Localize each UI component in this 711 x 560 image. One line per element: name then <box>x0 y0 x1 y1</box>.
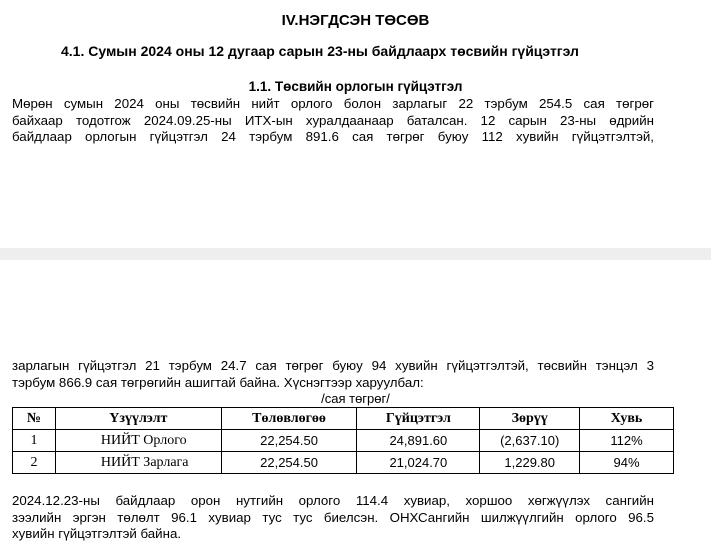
paragraph-line: 2024.12.23-ны байдлаар орон нутгийн орлого 114.4 хувиар, хоршоо хөгжүүлэх сангийн <box>12 493 654 508</box>
subsection-title: 4.1. Сумын 2024 оны 12 дугаар сарын 23-ны байдлаарх төсвийн гүйцэтгэл <box>61 43 579 59</box>
cell-indicator: НИЙТ Зарлага <box>55 452 221 474</box>
col-header-plan: Төлөвлөгөө <box>221 408 357 430</box>
paragraph-expense-performance <box>12 358 654 391</box>
cell-difference: (2,637.10) <box>480 430 580 452</box>
table-row <box>13 452 674 474</box>
table-header-row <box>13 408 674 430</box>
paragraph-line: тэрбум 866.9 сая төгрөгийн ашигтай байна. Хүснэгтээр харуулбал: <box>12 374 424 390</box>
cell-indicator: НИЙТ Орлого <box>55 430 221 452</box>
col-header-indicator: Үзүүлэлт <box>55 408 221 430</box>
section-title: IV.НЭГДСЭН ТӨСӨВ <box>281 12 430 29</box>
sub-subsection-title: 1.1. Төсвийн орлогын гүйцэтгэл <box>248 79 463 94</box>
cell-plan: 22,254.50 <box>221 430 357 452</box>
budget-performance-table <box>12 407 674 474</box>
cell-plan: 22,254.50 <box>221 452 357 474</box>
cell-number: 1 <box>13 430 56 452</box>
paragraph-local-revenue <box>12 493 654 543</box>
paragraph-line: Мөрөн сумын 2024 оны төсвийн нийт орлого болон зарлагыг 22 тэрбум 254.5 сая төгрөг <box>12 96 654 111</box>
cell-percent: 112% <box>580 430 674 452</box>
paragraph-line: байдлаар орлогын гүйцэтгэл 24 тэрбум 891.6 сая төгрөг буюу 112 хувийн гүйцэтгэлтэй, <box>12 129 654 144</box>
col-header-number: № <box>13 408 56 430</box>
cell-number: 2 <box>13 452 56 474</box>
page-break-gap <box>0 248 711 260</box>
col-header-performance: Гүйцэтгэл <box>357 408 480 430</box>
cell-percent: 94% <box>580 452 674 474</box>
table-row <box>13 430 674 452</box>
cell-performance: 24,891.60 <box>357 430 480 452</box>
paragraph-line: зарлагын гүйцэтгэл 21 тэрбум 24.7 сая төгрөг буюу 94 хувийн гүйцэтгэлтэй, төсвийн тэнцэл 3 <box>12 358 654 373</box>
paragraph-line: зээлийн эргэн төлөлт 96.1 хувиар тус тус биелсэн. ОНХСангийн шилжүүлгийн орлого 96.5 <box>12 509 654 525</box>
col-header-difference: Зөрүү <box>480 408 580 430</box>
col-header-percent: Хувь <box>580 408 674 430</box>
paragraph-budget-approval <box>12 96 654 146</box>
paragraph-line: хувийн гүйцэтгэлтэй байна. <box>12 526 182 541</box>
paragraph-line: байхаар тодотгож 2024.09.25-ны ИТХ-ын хуралдаанаар баталсан. 12 сарын 23-ны өдрийн <box>12 112 654 128</box>
cell-difference: 1,229.80 <box>480 452 580 474</box>
unit-label: /сая төгрөг/ <box>321 391 390 406</box>
cell-performance: 21,024.70 <box>357 452 480 474</box>
